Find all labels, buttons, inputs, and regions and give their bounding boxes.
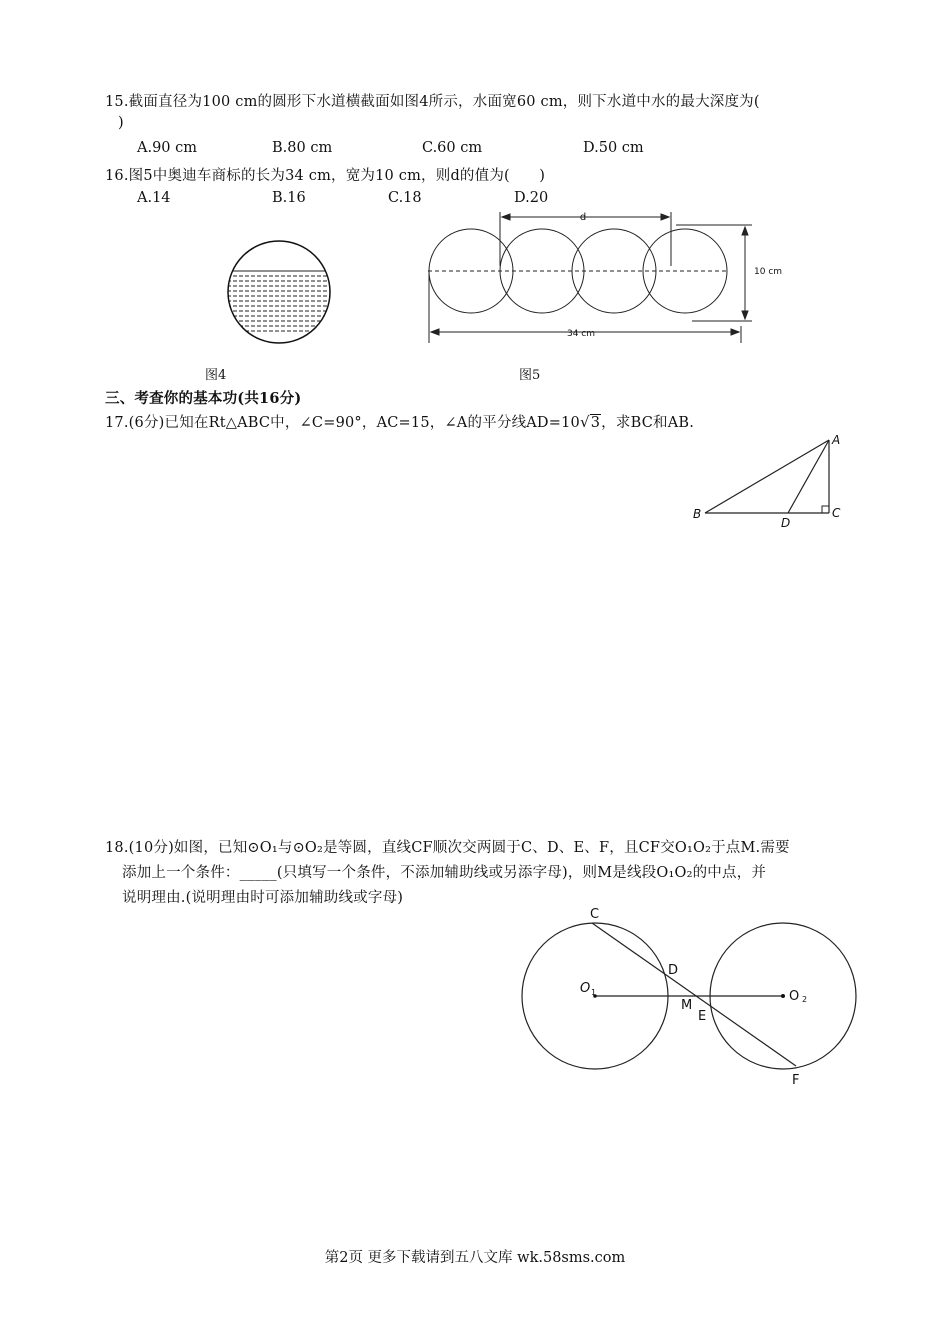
circ-label-o2-sub: 2 xyxy=(802,995,808,1004)
q18-line-2: 添加上一个条件：_____(只填写一个条件，不添加辅助线或另添字母)，则M是线段O₁O₂的中点，并 xyxy=(122,865,767,881)
q17-text xyxy=(105,411,694,432)
circ-label-o1-sub: 1 xyxy=(591,988,597,997)
q16-option-d: D.20 xyxy=(514,190,549,206)
circ-label-f: F xyxy=(792,1073,800,1088)
two-circles-diagram xyxy=(515,904,875,1094)
q18-line-1: 18.(10分)如图，已知⊙O₁与⊙O₂是等圆，直线CF顺次交两圆于C、D、E、F，且CF交O₁O₂于点M.需要 xyxy=(105,840,790,856)
sqrt-sign: √ xyxy=(579,413,590,431)
figure-5-caption: 图5 xyxy=(519,368,541,383)
q18-line-3: 说明理由.(说明理由时可添加辅助线或字母) xyxy=(122,890,404,906)
q15-option-a: A.90 cm xyxy=(137,140,198,156)
tri-label-c: C xyxy=(832,506,841,520)
q15-close-paren: ) xyxy=(118,115,124,131)
circ-label-o2: O xyxy=(789,989,800,1004)
figure-4-pipe-diagram xyxy=(227,240,337,350)
tri-label-a: A xyxy=(832,433,841,447)
triangle-abc-diagram xyxy=(690,432,850,532)
page-footer: 第2页 更多下载请到五八文库 wk.58sms.com xyxy=(324,1250,626,1266)
q17-text-before: 17.(6分)已知在Rt△ABC中，∠C=90°，AC=15，∠A的平分线AD=10 xyxy=(105,415,580,431)
q15-option-c: C.60 cm xyxy=(422,140,483,156)
q17-sqrt-arg: 3 xyxy=(590,415,601,431)
section-3-heading: 三、考查你的基本功(共16分) xyxy=(105,390,302,407)
fig5-label-d: d xyxy=(579,212,587,223)
tri-label-b: B xyxy=(693,507,702,521)
figure-5-rings-diagram xyxy=(424,208,784,348)
q17-text-after: ，求BC和AB. xyxy=(601,415,695,431)
q15-text: 15.截面直径为100 cm的圆形下水道横截面如图4所示，水面宽60 cm，则下水道中水的最大深度为( xyxy=(105,94,760,110)
circ-label-o1: O xyxy=(580,981,591,996)
circ-label-d: D xyxy=(668,963,679,978)
q16-option-a: A.14 xyxy=(137,190,171,206)
fig5-label-length: 34 cm xyxy=(566,329,596,339)
fig5-label-width: 10 cm xyxy=(754,267,783,277)
circ-label-c: C xyxy=(590,907,600,922)
q15-option-b: B.80 cm xyxy=(272,140,333,156)
tri-label-d: D xyxy=(781,516,791,530)
q16-option-c: C.18 xyxy=(388,190,422,206)
q15-option-d: D.50 cm xyxy=(583,140,644,156)
figure-4-caption: 图4 xyxy=(205,368,227,383)
circ-label-e: E xyxy=(698,1009,707,1024)
circ-label-m: M xyxy=(681,998,693,1013)
q16-text: 16.图5中奥迪车商标的长为34 cm，宽为10 cm，则d的值为( ) xyxy=(105,168,546,184)
q16-option-b: B.16 xyxy=(272,190,306,206)
